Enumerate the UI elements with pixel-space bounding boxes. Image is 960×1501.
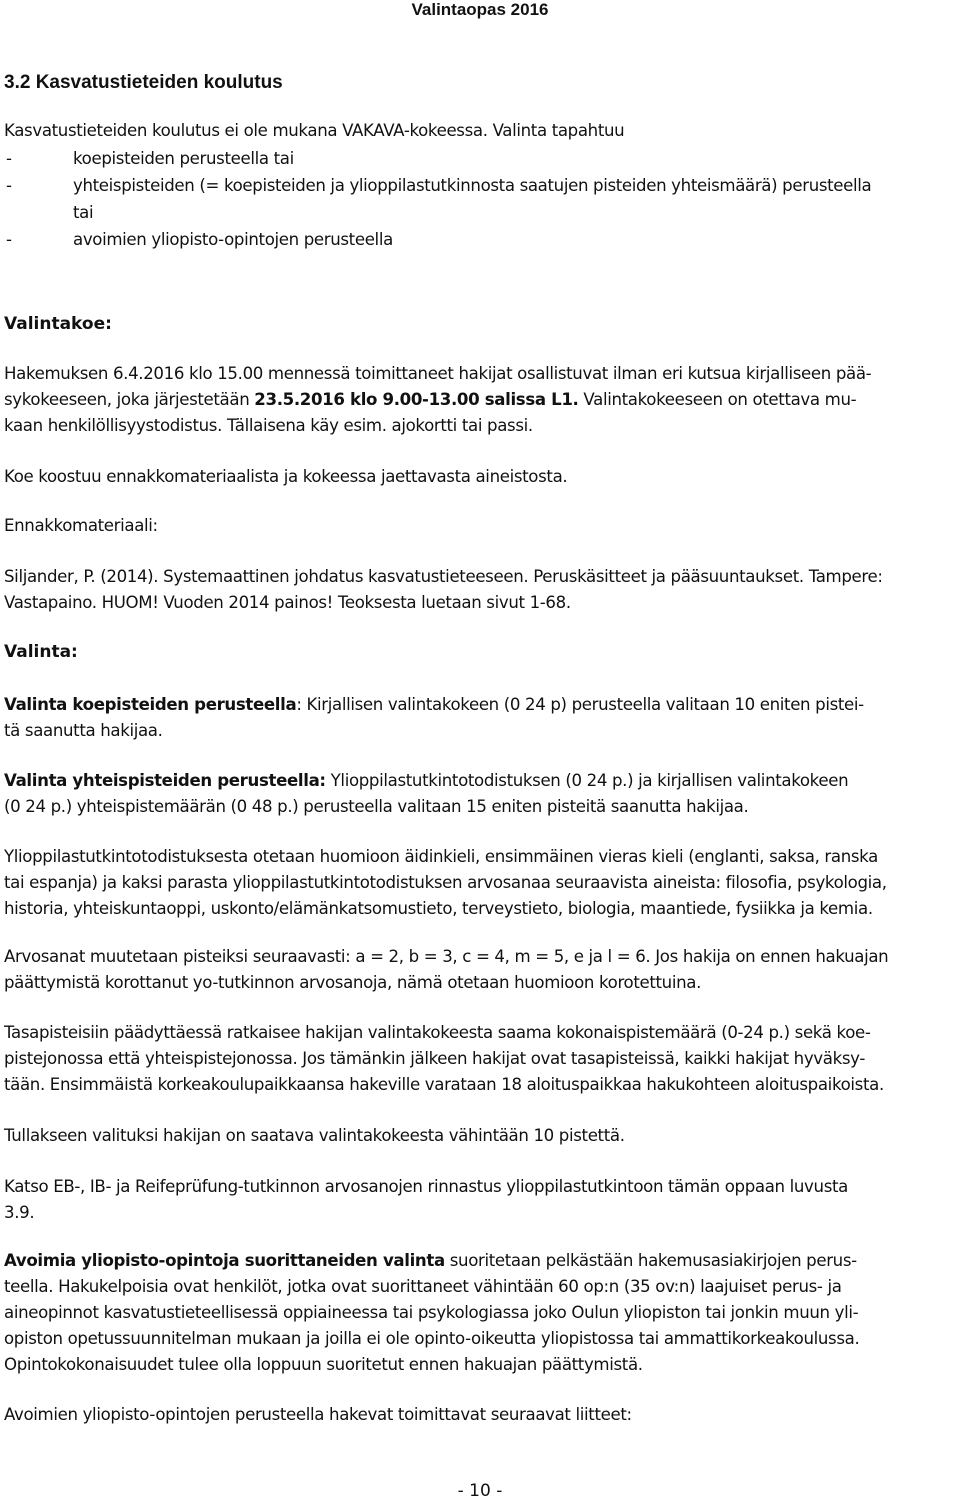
running-header: Valintaopas 2016 <box>411 0 549 19</box>
text-line: Arvosanat muutetaan pisteiksi seuraavasti: a = 2, b = 3, c = 4, m = 5, e ja l = 6. Jos hakija on ennen hakuajan <box>4 947 889 966</box>
text-line: Ylioppilastutkintotodistuksesta otetaan huomioon äidinkieli, ensimmäinen vieras kieli (englanti, saksa, ranska <box>4 847 878 866</box>
text-line <box>4 768 956 794</box>
text-run: : Kirjallisen valintakokeen (0 24 p) perusteella valitaan 10 eniten pistei- <box>296 695 864 714</box>
page-number: - 10 - <box>457 1481 503 1501</box>
text-line: päättymistä korottanut yo-tutkinnon arvosanoja, nämä otetaan huomioon korotettuina. <box>4 973 702 992</box>
exam-info-paragraph <box>4 361 956 439</box>
open-university-selection-paragraph <box>4 1248 956 1378</box>
text-line: aineopinnot kasvatustieteellisessä oppiaineessa tai psykologiassa joko Oulun yliopiston tai jonkin muun yli- <box>4 1303 859 1322</box>
text-run: Valintakokeeseen on otettava mu- <box>578 390 857 409</box>
tie-break-paragraph <box>4 1020 956 1098</box>
minimum-points-paragraph: Tullakseen valituksi hakijan on saatava valintakokeesta vähintään 10 pistettä. <box>4 1126 625 1145</box>
text-run: suoritetaan pelkästään hakemusasiakirjojen perus- <box>444 1251 857 1270</box>
text-run: sykokeeseen, joka järjestetään <box>4 390 255 409</box>
international-degrees-paragraph <box>4 1174 956 1226</box>
list-item <box>4 226 956 253</box>
matriculation-subjects-paragraph <box>4 844 956 922</box>
text-line: historia, yhteiskuntaoppi, uskonto/elämänkatsomustieto, terveystieto, biologia, maantiede, fysiikka ja kemia. <box>4 899 873 918</box>
list-item-text: koepisteiden perusteella tai <box>73 149 294 168</box>
text-line: 3.9. <box>4 1203 35 1222</box>
combined-points-selection-paragraph <box>4 768 956 820</box>
grade-conversion-paragraph <box>4 944 956 996</box>
text-line <box>4 692 956 718</box>
list-dash: - <box>6 176 12 195</box>
bold-lead: Avoimia yliopisto-opintoja suorittaneiden valinta <box>4 1251 445 1270</box>
text-line <box>4 1248 956 1274</box>
text-line: opiston opetussuunnitelman mukaan ja joilla ei ole opinto-oikeutta yliopistossa tai ammattikorkeakoulussa. <box>4 1329 860 1348</box>
valintakoe-heading: Valintakoe: <box>4 314 112 334</box>
list-item-text: yhteispisteiden (= koepisteiden ja ylioppilastutkinnosta saatujen pisteiden yhteismäärä) perusteella <box>73 176 872 195</box>
list-item-text: tai <box>73 203 94 222</box>
text-line: tai espanja) ja kaksi parasta ylioppilastutkintotodistuksen arvosanaa seuraavista aineista: filosofia, psykologia, <box>4 873 887 892</box>
list-item-continuation <box>4 199 956 226</box>
text-line: Katso EB-, IB- ja Reifeprüfung-tutkinnon arvosanojen rinnastus ylioppilastutkintoon tämän oppaan luvusta <box>4 1177 848 1196</box>
intro-paragraph: Kasvatustieteiden koulutus ei ole mukana VAKAVA-kokeessa. Valinta tapahtuu <box>4 121 625 140</box>
text-run: Ylioppilastutkintotodistuksen (0 24 p.) ja kirjallisen valintakokeen <box>325 771 849 790</box>
section-title: 3.2 Kasvatustieteiden koulutus <box>4 72 283 93</box>
exam-points-selection-paragraph <box>4 692 956 744</box>
selection-method-list <box>4 145 956 253</box>
text-line: Opintokokonaisuudet tulee olla loppuun suoritetut ennen hakuajan päättymistä. <box>4 1355 643 1374</box>
list-dash: - <box>6 149 12 168</box>
text-line: tään. Ensimmäistä korkeakoulupaikkaansa hakeville varataan 18 aloituspaikkaa hakukohteen aloituspaikoista. <box>4 1075 884 1094</box>
bold-lead: Valinta koepisteiden perusteella <box>4 695 297 714</box>
text-line: teella. Hakukelpoisia ovat henkilöt, jotka ovat suorittaneet vähintään 60 op:n (35 ov:n) laajuiset perus- ja <box>4 1277 842 1296</box>
pre-material-label: Ennakkomateriaali: <box>4 516 158 535</box>
exam-time-emphasis: 23.5.2016 klo 9.00-13.00 salissa L1. <box>254 390 579 409</box>
valinta-heading: Valinta: <box>4 642 78 662</box>
exam-composition-paragraph: Koe koostuu ennakkomateriaalista ja kokeessa jaettavasta aineistosta. <box>4 467 568 486</box>
text-line: kaan henkilöllisyystodistus. Tällaisena käy esim. ajokortti tai passi. <box>4 416 533 435</box>
list-item-text: avoimien yliopisto-opintojen perusteella <box>73 230 393 249</box>
text-line: tä saanutta hakijaa. <box>4 721 163 740</box>
reference-paragraph <box>4 564 956 616</box>
text-line: Siljander, P. (2014). Systemaattinen johdatus kasvatustieteeseen. Peruskäsitteet ja pääsuuntaukset. Tampere: <box>4 567 883 586</box>
text-line: Tasapisteisiin päädyttäessä ratkaisee hakijan valintakokeesta saama kokonaispistemäärä (0-24 p.) sekä koe- <box>4 1023 871 1042</box>
text-line <box>4 387 956 413</box>
text-line: Hakemuksen 6.4.2016 klo 15.00 mennessä toimittaneet hakijat osallistuvat ilman eri kutsua kirjalliseen pää- <box>4 364 872 383</box>
list-item <box>4 172 956 199</box>
attachments-intro-paragraph: Avoimien yliopisto-opintojen perusteella hakevat toimittavat seuraavat liitteet: <box>4 1405 632 1424</box>
text-line: (0 24 p.) yhteispistemäärän (0 48 p.) perusteella valitaan 15 eniten pisteitä saanutta hakijaa. <box>4 797 749 816</box>
text-line: pistejonossa että yhteispistejonossa. Jos tämänkin jälkeen hakijat ovat tasapisteissä, kaikki hakijat hyväksy- <box>4 1049 865 1068</box>
list-item <box>4 145 956 172</box>
bold-lead: Valinta yhteispisteiden perusteella: <box>4 771 326 790</box>
text-line: Vastapaino. HUOM! Vuoden 2014 painos! Teoksesta luetaan sivut 1-68. <box>4 593 571 612</box>
list-dash: - <box>6 230 12 249</box>
